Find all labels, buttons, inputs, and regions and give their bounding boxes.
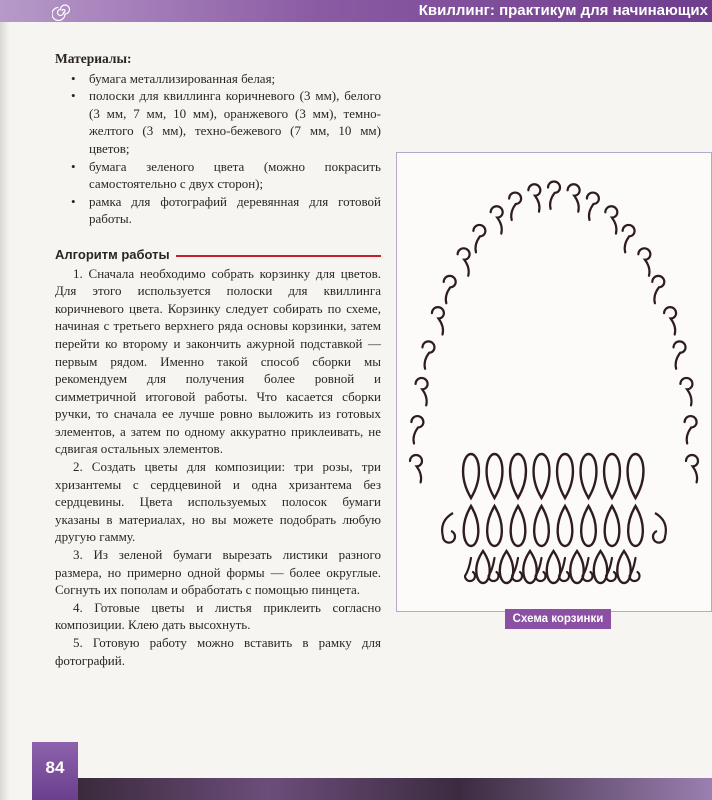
- teardrop-element: [605, 506, 620, 546]
- teardrop-element: [500, 551, 513, 583]
- teardrop-element: [570, 551, 583, 583]
- material-item: • бумага зеленого цвета (можно покрасить самостоятельно с двух сторон);: [89, 158, 381, 193]
- header-bar: [0, 0, 712, 22]
- bottom-photo-strip: [78, 778, 712, 800]
- teardrop-element: [581, 454, 597, 498]
- scroll-curl: [548, 182, 560, 209]
- side-curl-left: [442, 513, 455, 543]
- teardrop-element: [617, 551, 630, 583]
- heading-rule: [176, 255, 381, 257]
- step-paragraph: 1. Сначала необходимо собрать корзинку для цветов. Для этого используется полоски для квиллинга коричневого цвета. Корзинку следует собирать по схеме, начиная с третьего верхнего ряда основы корзинки, затем перейти ко второму и закончить ажурной подставкой — первым рядом. Именно такой способ сборки мы рекомендуем для получения более ровной и симметричной итоговой работы. Что касается сборки ручки, то сначала ее лучше ровно выложить из готовых элементов, а затем по одному аккуратно приклеивать, не сдвигая остальных элементов.: [55, 265, 381, 457]
- scroll-curl: [664, 307, 676, 334]
- material-item: • рамка для фотографий деревянная для готовой работы.: [89, 193, 381, 228]
- teardrop-element: [557, 454, 573, 498]
- scroll-curl: [432, 307, 444, 334]
- step-paragraph: 2. Создать цветы для композиции: три розы, три хризантемы с сердцевиной и одна хризантема без сердцевины. Цвета используемых полосок бумаги указаны в материалах, но вы можете подобрать любую другую гамму.: [55, 459, 381, 545]
- algorithm-heading-row: [55, 246, 381, 264]
- scroll-curl: [473, 225, 485, 252]
- page-number-badge: [32, 742, 78, 800]
- teardrop-element: [523, 551, 536, 583]
- scroll-curl: [623, 225, 635, 252]
- teardrop-element: [594, 551, 607, 583]
- scroll-curl: [416, 378, 428, 405]
- material-item: • бумага металлизированная белая;: [89, 70, 381, 88]
- figure-caption: Схема корзинки: [505, 609, 611, 629]
- spiral-icon: [52, 1, 72, 21]
- text-column: [55, 50, 381, 669]
- base-curl: [465, 558, 475, 581]
- scroll-curl: [491, 206, 503, 233]
- scroll-curl: [686, 455, 698, 482]
- teardrop-element: [558, 506, 573, 546]
- scroll-curl: [674, 341, 686, 368]
- binding-shadow: [0, 22, 10, 800]
- teardrop-element: [628, 454, 644, 498]
- scroll-curl: [587, 193, 599, 220]
- scroll-curl: [422, 341, 434, 368]
- scroll-curl: [410, 455, 422, 482]
- teardrop-element: [581, 506, 596, 546]
- teardrop-element: [463, 454, 479, 498]
- teardrop-element: [604, 454, 620, 498]
- teardrop-element: [487, 506, 502, 546]
- scroll-curl: [605, 206, 617, 233]
- step-paragraph: 3. Из зеленой бумаги вырезать листики разного размера, но примерно одной формы — более округлые. Согнуть их пополам и обработать с помощью пинцета.: [55, 547, 381, 598]
- scroll-curl: [680, 378, 692, 405]
- scroll-curl: [444, 276, 456, 303]
- page-number: 84: [45, 758, 65, 777]
- teardrop-element: [628, 506, 643, 546]
- teardrop-element: [511, 506, 526, 546]
- basket-diagram: [397, 153, 711, 611]
- material-item: • полоски для квиллинга коричневого (3 мм), белого (3 мм, 7 мм, 10 мм), оранжевого (3 мм), темно-желтого (3 мм), техно-бежевого (7 мм, 10 мм) цветов;: [89, 87, 381, 157]
- algorithm-heading: Алгоритм работы: [55, 246, 170, 262]
- teardrop-element: [547, 551, 560, 583]
- materials-heading: Материалы:: [55, 51, 132, 66]
- scroll-curl: [638, 248, 650, 275]
- scroll-curl: [411, 416, 423, 443]
- materials-list: [55, 70, 381, 228]
- teardrop-element: [534, 506, 549, 546]
- scroll-curl: [652, 276, 664, 303]
- scroll-curl: [568, 184, 580, 211]
- scroll-curl: [509, 193, 521, 220]
- teardrop-element: [487, 454, 503, 498]
- scroll-curl: [685, 416, 697, 443]
- teardrop-element: [510, 454, 526, 498]
- teardrop-element: [464, 506, 479, 546]
- scroll-curl: [528, 184, 540, 211]
- scroll-curl: [458, 248, 470, 275]
- book-title: Квиллинг: практикум для начинающих: [418, 2, 708, 19]
- side-curl-right: [653, 513, 666, 543]
- teardrop-element: [534, 454, 550, 498]
- step-paragraph: 5. Готовую работу можно вставить в рамку для фотографий.: [55, 635, 381, 668]
- basket-figure-frame: [396, 152, 712, 612]
- teardrop-element: [476, 551, 489, 583]
- step-paragraph: 4. Готовые цветы и листья приклеить согласно композиции. Клею дать высохнуть.: [55, 599, 381, 633]
